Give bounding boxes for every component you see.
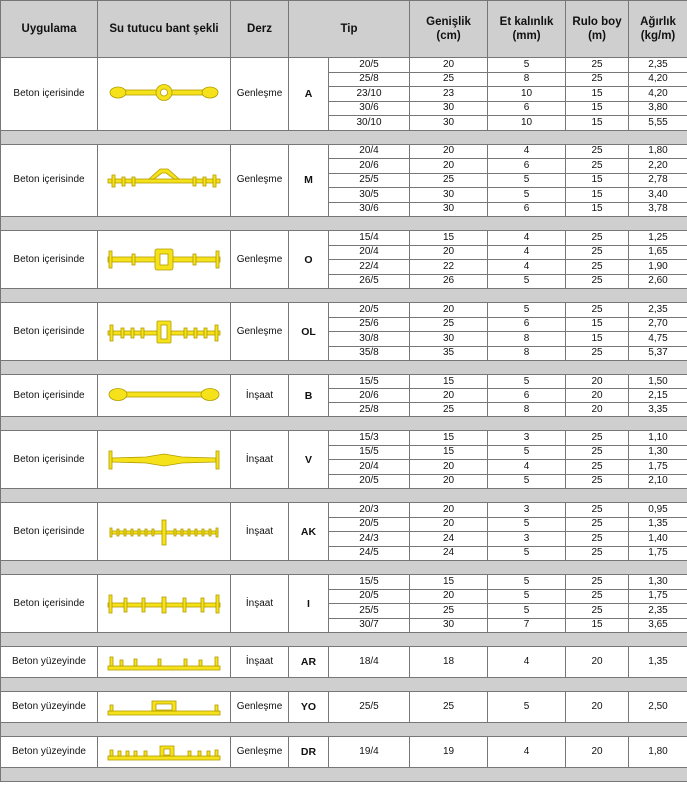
separator-cell	[1, 130, 687, 144]
header-thickness	[488, 1, 566, 58]
header-application: Uygulama	[1, 1, 98, 58]
width-cell: 30	[410, 618, 488, 633]
header-shape: Su tutucu bant şekli	[98, 1, 231, 58]
weight-cell: 3,65	[629, 618, 687, 633]
waterstop-ak-icon	[104, 517, 224, 547]
joint-cell: Genleşme	[231, 303, 289, 361]
roll-length-cell: 25	[566, 303, 629, 318]
weight-cell: 5,55	[629, 116, 687, 131]
header-type: Tip	[289, 1, 410, 58]
thickness-cell: 4	[488, 231, 566, 246]
tip-cell: 20/4	[329, 460, 410, 475]
width-cell: 20	[410, 245, 488, 260]
separator-cell	[1, 417, 687, 431]
tip-cell: 18/4	[329, 647, 410, 678]
thickness-cell: 8	[488, 72, 566, 87]
tip-cell: 20/5	[329, 474, 410, 489]
table-header	[1, 1, 687, 58]
type-letter-cell: B	[289, 375, 329, 417]
waterstop-v-icon	[104, 445, 224, 475]
roll-length-cell: 25	[566, 517, 629, 532]
thickness-cell: 6	[488, 389, 566, 403]
thickness-cell: 6	[488, 202, 566, 217]
roll-length-cell: 15	[566, 618, 629, 633]
width-cell: 30	[410, 116, 488, 131]
tip-cell: 20/4	[329, 245, 410, 260]
weight-cell: 2,10	[629, 474, 687, 489]
application-cell: Beton yüzeyinde	[1, 647, 98, 678]
header-width-line2: (cm)	[436, 30, 461, 42]
thickness-cell: 4	[488, 737, 566, 768]
header-weight-line1: Ağırlık	[640, 16, 676, 28]
weight-cell: 5,37	[629, 346, 687, 361]
thickness-cell: 5	[488, 303, 566, 318]
roll-length-cell: 15	[566, 116, 629, 131]
type-letter-cell: DR	[289, 737, 329, 768]
group-separator	[1, 678, 687, 692]
group-separator	[1, 417, 687, 431]
tip-cell: 30/7	[329, 618, 410, 633]
roll-length-cell: 15	[566, 101, 629, 116]
roll-length-cell: 15	[566, 202, 629, 217]
roll-length-cell: 25	[566, 474, 629, 489]
waterstop-dr-icon	[104, 737, 224, 767]
joint-cell: Genleşme	[231, 144, 289, 217]
separator-cell	[1, 217, 687, 231]
width-cell: 25	[410, 604, 488, 619]
tip-cell: 15/5	[329, 575, 410, 590]
roll-length-cell: 15	[566, 332, 629, 347]
weight-cell: 2,35	[629, 303, 687, 318]
weight-cell: 1,30	[629, 445, 687, 460]
group-separator	[1, 489, 687, 503]
weight-cell: 1,80	[629, 737, 687, 768]
shape-cell	[98, 575, 231, 633]
roll-length-cell: 20	[566, 737, 629, 768]
weight-cell: 1,50	[629, 375, 687, 389]
weight-cell: 1,75	[629, 460, 687, 475]
shape-cell	[98, 58, 231, 131]
roll-length-cell: 25	[566, 274, 629, 289]
waterstop-ar-icon	[104, 647, 224, 677]
thickness-cell: 3	[488, 431, 566, 446]
width-cell: 30	[410, 202, 488, 217]
header-roll	[566, 1, 629, 58]
roll-length-cell: 25	[566, 589, 629, 604]
table-row	[1, 503, 687, 518]
application-cell: Beton içerisinde	[1, 375, 98, 417]
table-row	[1, 575, 687, 590]
separator-cell	[1, 723, 687, 737]
width-cell: 20	[410, 144, 488, 159]
width-cell: 25	[410, 173, 488, 188]
thickness-cell: 10	[488, 87, 566, 102]
tip-cell: 20/4	[329, 144, 410, 159]
weight-cell: 1,75	[629, 589, 687, 604]
header-weight-line2: (kg/m)	[640, 30, 676, 42]
roll-length-cell: 25	[566, 245, 629, 260]
application-cell: Beton içerisinde	[1, 231, 98, 289]
weight-cell: 4,20	[629, 87, 687, 102]
tip-cell: 20/5	[329, 517, 410, 532]
shape-cell	[98, 231, 231, 289]
width-cell: 24	[410, 532, 488, 547]
roll-length-cell: 25	[566, 604, 629, 619]
thickness-cell: 7	[488, 618, 566, 633]
thickness-cell: 4	[488, 144, 566, 159]
thickness-cell: 5	[488, 692, 566, 723]
table-row	[1, 231, 687, 246]
table-row	[1, 303, 687, 318]
thickness-cell: 3	[488, 532, 566, 547]
shape-cell	[98, 737, 231, 768]
separator-cell	[1, 768, 687, 782]
roll-length-cell: 25	[566, 575, 629, 590]
header-joint: Derz	[231, 1, 289, 58]
roll-length-cell: 25	[566, 503, 629, 518]
width-cell: 15	[410, 231, 488, 246]
roll-length-cell: 25	[566, 460, 629, 475]
width-cell: 20	[410, 460, 488, 475]
application-cell: Beton yüzeyinde	[1, 737, 98, 768]
thickness-cell: 5	[488, 58, 566, 73]
group-separator	[1, 289, 687, 303]
type-letter-cell: OL	[289, 303, 329, 361]
table-row	[1, 375, 687, 389]
separator-cell	[1, 678, 687, 692]
joint-cell: Genleşme	[231, 58, 289, 131]
roll-length-cell: 25	[566, 431, 629, 446]
width-cell: 25	[410, 403, 488, 417]
tip-cell: 26/5	[329, 274, 410, 289]
width-cell: 26	[410, 274, 488, 289]
waterstop-b-icon	[104, 381, 224, 411]
thickness-cell: 5	[488, 604, 566, 619]
weight-cell: 1,90	[629, 260, 687, 275]
table-row	[1, 144, 687, 159]
application-cell: Beton içerisinde	[1, 303, 98, 361]
table-row	[1, 737, 687, 768]
header-thickness-line2: (mm)	[512, 30, 541, 42]
thickness-cell: 3	[488, 503, 566, 518]
tip-cell: 25/8	[329, 72, 410, 87]
type-letter-cell: A	[289, 58, 329, 131]
tip-cell: 25/5	[329, 604, 410, 619]
group-separator	[1, 723, 687, 737]
width-cell: 30	[410, 188, 488, 203]
roll-length-cell: 25	[566, 260, 629, 275]
waterstop-yo-icon	[104, 692, 224, 722]
weight-cell: 2,50	[629, 692, 687, 723]
thickness-cell: 8	[488, 332, 566, 347]
tip-cell: 25/5	[329, 692, 410, 723]
roll-length-cell: 25	[566, 346, 629, 361]
separator-cell	[1, 489, 687, 503]
application-cell: Beton içerisinde	[1, 58, 98, 131]
table-body	[1, 58, 687, 782]
tip-cell: 30/6	[329, 101, 410, 116]
weight-cell: 1,35	[629, 517, 687, 532]
width-cell: 20	[410, 517, 488, 532]
width-cell: 20	[410, 303, 488, 318]
shape-cell	[98, 144, 231, 217]
roll-length-cell: 25	[566, 231, 629, 246]
waterstop-m-icon	[104, 165, 224, 195]
tip-cell: 15/5	[329, 445, 410, 460]
header-thickness-line1: Et kalınlık	[499, 16, 554, 28]
table-row	[1, 431, 687, 446]
width-cell: 35	[410, 346, 488, 361]
shape-cell	[98, 303, 231, 361]
weight-cell: 1,75	[629, 546, 687, 561]
group-separator	[1, 768, 687, 782]
tip-cell: 30/6	[329, 202, 410, 217]
weight-cell: 3,78	[629, 202, 687, 217]
weight-cell: 2,20	[629, 159, 687, 174]
weight-cell: 2,35	[629, 58, 687, 73]
weight-cell: 4,75	[629, 332, 687, 347]
thickness-cell: 5	[488, 589, 566, 604]
joint-cell: İnşaat	[231, 431, 289, 489]
weight-cell: 1,80	[629, 144, 687, 159]
weight-cell: 0,95	[629, 503, 687, 518]
tip-cell: 15/5	[329, 375, 410, 389]
header-roll-line1: Rulo boy	[572, 16, 622, 28]
roll-length-cell: 25	[566, 144, 629, 159]
weight-cell: 1,40	[629, 532, 687, 547]
roll-length-cell: 15	[566, 87, 629, 102]
tip-cell: 30/8	[329, 332, 410, 347]
thickness-cell: 10	[488, 116, 566, 131]
width-cell: 19	[410, 737, 488, 768]
width-cell: 20	[410, 589, 488, 604]
thickness-cell: 5	[488, 173, 566, 188]
group-separator	[1, 361, 687, 375]
tip-cell: 19/4	[329, 737, 410, 768]
shape-cell	[98, 503, 231, 561]
roll-length-cell: 20	[566, 647, 629, 678]
thickness-cell: 6	[488, 317, 566, 332]
roll-length-cell: 20	[566, 389, 629, 403]
type-letter-cell: AK	[289, 503, 329, 561]
thickness-cell: 5	[488, 474, 566, 489]
shape-cell	[98, 375, 231, 417]
width-cell: 30	[410, 332, 488, 347]
group-separator	[1, 130, 687, 144]
header-roll-line2: (m)	[588, 30, 606, 42]
tip-cell: 25/6	[329, 317, 410, 332]
header-weight	[629, 1, 687, 58]
weight-cell: 4,20	[629, 72, 687, 87]
waterstop-i-icon	[104, 589, 224, 619]
width-cell: 20	[410, 389, 488, 403]
width-cell: 15	[410, 375, 488, 389]
separator-cell	[1, 561, 687, 575]
weight-cell: 1,65	[629, 245, 687, 260]
weight-cell: 2,15	[629, 389, 687, 403]
tip-cell: 23/10	[329, 87, 410, 102]
tip-cell: 20/6	[329, 389, 410, 403]
joint-cell: Genleşme	[231, 692, 289, 723]
joint-cell: Genleşme	[231, 737, 289, 768]
separator-cell	[1, 289, 687, 303]
thickness-cell: 5	[488, 375, 566, 389]
weight-cell: 1,25	[629, 231, 687, 246]
tip-cell: 24/5	[329, 546, 410, 561]
width-cell: 20	[410, 58, 488, 73]
thickness-cell: 5	[488, 575, 566, 590]
weight-cell: 2,35	[629, 604, 687, 619]
roll-length-cell: 15	[566, 317, 629, 332]
table-row	[1, 58, 687, 73]
type-letter-cell: YO	[289, 692, 329, 723]
tip-cell: 25/8	[329, 403, 410, 417]
width-cell: 15	[410, 575, 488, 590]
weight-cell: 3,80	[629, 101, 687, 116]
weight-cell: 1,10	[629, 431, 687, 446]
roll-length-cell: 15	[566, 173, 629, 188]
type-letter-cell: AR	[289, 647, 329, 678]
tip-cell: 20/6	[329, 159, 410, 174]
width-cell: 25	[410, 72, 488, 87]
roll-length-cell: 25	[566, 58, 629, 73]
waterstop-ol-icon	[104, 317, 224, 347]
thickness-cell: 5	[488, 546, 566, 561]
weight-cell: 2,60	[629, 274, 687, 289]
type-letter-cell: V	[289, 431, 329, 489]
tip-cell: 25/5	[329, 173, 410, 188]
tip-cell: 15/3	[329, 431, 410, 446]
roll-length-cell: 25	[566, 445, 629, 460]
width-cell: 20	[410, 159, 488, 174]
shape-cell	[98, 431, 231, 489]
width-cell: 15	[410, 431, 488, 446]
tip-cell: 22/4	[329, 260, 410, 275]
waterstop-a-icon	[104, 79, 224, 109]
thickness-cell: 6	[488, 159, 566, 174]
joint-cell: Genleşme	[231, 231, 289, 289]
roll-length-cell: 25	[566, 72, 629, 87]
tip-cell: 20/5	[329, 589, 410, 604]
roll-length-cell: 25	[566, 546, 629, 561]
thickness-cell: 5	[488, 188, 566, 203]
tip-cell: 30/10	[329, 116, 410, 131]
application-cell: Beton yüzeyinde	[1, 692, 98, 723]
joint-cell: İnşaat	[231, 503, 289, 561]
tip-cell: 35/8	[329, 346, 410, 361]
roll-length-cell: 25	[566, 532, 629, 547]
joint-cell: İnşaat	[231, 647, 289, 678]
thickness-cell: 6	[488, 101, 566, 116]
width-cell: 24	[410, 546, 488, 561]
joint-cell: İnşaat	[231, 575, 289, 633]
header-width-line1: Genişlik	[426, 16, 471, 28]
shape-cell	[98, 692, 231, 723]
table-row	[1, 647, 687, 678]
weight-cell: 1,35	[629, 647, 687, 678]
type-letter-cell: I	[289, 575, 329, 633]
type-letter-cell: M	[289, 144, 329, 217]
roll-length-cell: 20	[566, 403, 629, 417]
group-separator	[1, 217, 687, 231]
tip-cell: 24/3	[329, 532, 410, 547]
roll-length-cell: 25	[566, 159, 629, 174]
tip-cell: 30/5	[329, 188, 410, 203]
weight-cell: 3,40	[629, 188, 687, 203]
weight-cell: 1,30	[629, 575, 687, 590]
tip-cell: 20/5	[329, 58, 410, 73]
roll-length-cell: 20	[566, 692, 629, 723]
separator-cell	[1, 361, 687, 375]
weight-cell: 3,35	[629, 403, 687, 417]
type-letter-cell: O	[289, 231, 329, 289]
shape-cell	[98, 647, 231, 678]
weight-cell: 2,70	[629, 317, 687, 332]
roll-length-cell: 20	[566, 375, 629, 389]
width-cell: 30	[410, 101, 488, 116]
thickness-cell: 4	[488, 245, 566, 260]
separator-cell	[1, 633, 687, 647]
width-cell: 23	[410, 87, 488, 102]
group-separator	[1, 633, 687, 647]
width-cell: 25	[410, 692, 488, 723]
roll-length-cell: 15	[566, 188, 629, 203]
thickness-cell: 5	[488, 274, 566, 289]
thickness-cell: 5	[488, 517, 566, 532]
joint-cell: İnşaat	[231, 375, 289, 417]
application-cell: Beton içerisinde	[1, 575, 98, 633]
weight-cell: 2,78	[629, 173, 687, 188]
thickness-cell: 4	[488, 647, 566, 678]
application-cell: Beton içerisinde	[1, 144, 98, 217]
thickness-cell: 5	[488, 445, 566, 460]
header-width	[410, 1, 488, 58]
thickness-cell: 8	[488, 346, 566, 361]
thickness-cell: 4	[488, 460, 566, 475]
thickness-cell: 4	[488, 260, 566, 275]
width-cell: 20	[410, 474, 488, 489]
width-cell: 18	[410, 647, 488, 678]
thickness-cell: 8	[488, 403, 566, 417]
width-cell: 22	[410, 260, 488, 275]
application-cell: Beton içerisinde	[1, 503, 98, 561]
tip-cell: 15/4	[329, 231, 410, 246]
width-cell: 20	[410, 503, 488, 518]
tip-cell: 20/3	[329, 503, 410, 518]
tip-cell: 20/5	[329, 303, 410, 318]
table-row	[1, 692, 687, 723]
width-cell: 15	[410, 445, 488, 460]
waterstop-o-icon	[104, 245, 224, 275]
application-cell: Beton içerisinde	[1, 431, 98, 489]
width-cell: 25	[410, 317, 488, 332]
group-separator	[1, 561, 687, 575]
